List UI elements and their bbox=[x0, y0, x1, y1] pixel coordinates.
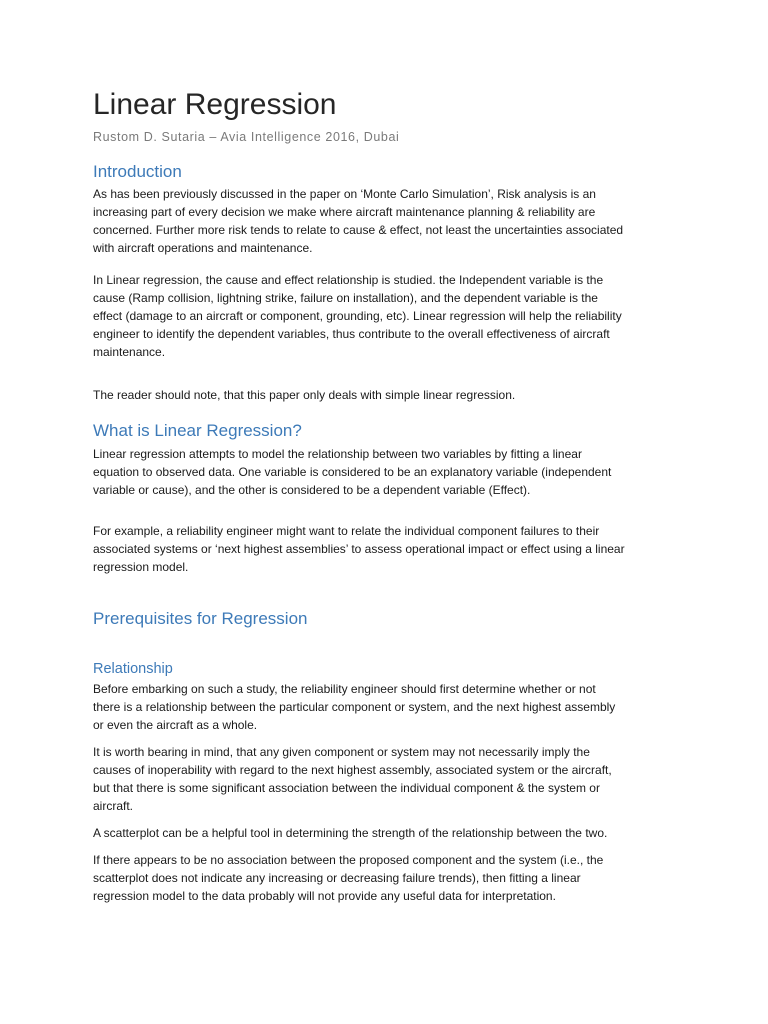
text-line: aircraft. bbox=[93, 799, 134, 813]
heading-introduction: Introduction bbox=[93, 162, 182, 181]
text-line: Linear regression attempts to model the relationship between two variables by fitting a linear bbox=[93, 447, 582, 461]
text-line: variable or cause), and the other is considered to be a dependent variable (Effect). bbox=[93, 483, 531, 497]
text-line: regression model to the data probably will not provide any useful data for interpretation. bbox=[93, 889, 556, 903]
text-line: or even the aircraft as a whole. bbox=[93, 718, 258, 732]
heading-what-is-linear-regression: What is Linear Regression? bbox=[93, 421, 302, 440]
text-line: A scatterplot can be a helpful tool in determining the strength of the relationship between the two. bbox=[93, 826, 608, 840]
text-line: with aircraft operations and maintenance. bbox=[93, 241, 313, 255]
text-line: In Linear regression, the cause and effect relationship is studied. the Independent variable is the bbox=[93, 273, 604, 287]
text-line: increasing part of every decision we make where aircraft maintenance planning & reliability are bbox=[93, 205, 596, 219]
text-line: Before embarking on such a study, the reliability engineer should first determine whether or not bbox=[93, 682, 596, 696]
relationship-paragraph-2 bbox=[93, 743, 683, 815]
intro-paragraph-1 bbox=[93, 185, 683, 257]
text-line: regression model. bbox=[93, 560, 189, 574]
text-line: scatterplot does not indicate any increasing or decreasing failure trends), then fitting a linear bbox=[93, 871, 581, 885]
heading-prerequisites: Prerequisites for Regression bbox=[93, 609, 308, 628]
text-line: associated systems or ‘next highest assemblies’ to assess operational impact or effect using a linear bbox=[93, 542, 625, 556]
what-is-paragraph-1 bbox=[93, 445, 683, 499]
intro-paragraph-3 bbox=[93, 386, 683, 404]
subheading-relationship: Relationship bbox=[93, 661, 173, 677]
relationship-paragraph-3 bbox=[93, 824, 683, 842]
relationship-paragraph-1 bbox=[93, 680, 683, 734]
relationship-paragraph-4 bbox=[93, 851, 683, 905]
text-line: equation to observed data. One variable is considered to be an explanatory variable (independent bbox=[93, 465, 612, 479]
text-line: but that there is some significant association between the individual component & the system or bbox=[93, 781, 600, 795]
text-line: The reader should note, that this paper only deals with simple linear regression. bbox=[93, 388, 516, 402]
text-line: maintenance. bbox=[93, 345, 166, 359]
text-line: It is worth bearing in mind, that any given component or system may not necessarily imply the bbox=[93, 745, 590, 759]
text-line: For example, a reliability engineer might want to relate the individual component failures to their bbox=[93, 524, 600, 538]
text-line: effect (damage to an aircraft or component, grounding, etc). Linear regression will help the reliability bbox=[93, 309, 622, 323]
text-line: concerned. Further more risk tends to relate to cause & effect, not least the uncertainties associated bbox=[93, 223, 624, 237]
intro-paragraph-2 bbox=[93, 271, 683, 361]
text-line: If there appears to be no association between the proposed component and the system (i.e., the bbox=[93, 853, 604, 867]
text-line: As has been previously discussed in the paper on ‘Monte Carlo Simulation’, Risk analysis is an bbox=[93, 187, 596, 201]
document-subtitle: Rustom D. Sutaria – Avia Intelligence 2016, Dubai bbox=[93, 130, 400, 144]
document-title: Linear Regression bbox=[93, 88, 337, 121]
text-line: engineer to identify the dependent variables, thus contribute to the overall effectiveness of aircraft bbox=[93, 327, 610, 341]
text-line: there is a relationship between the particular component or system, and the next highest assembly bbox=[93, 700, 616, 714]
what-is-paragraph-2 bbox=[93, 522, 683, 576]
text-line: cause (Ramp collision, lightning strike, failure on installation), and the dependent variable is the bbox=[93, 291, 598, 305]
text-line: causes of inoperability with regard to the next highest assembly, associated system or the aircraft, bbox=[93, 763, 612, 777]
